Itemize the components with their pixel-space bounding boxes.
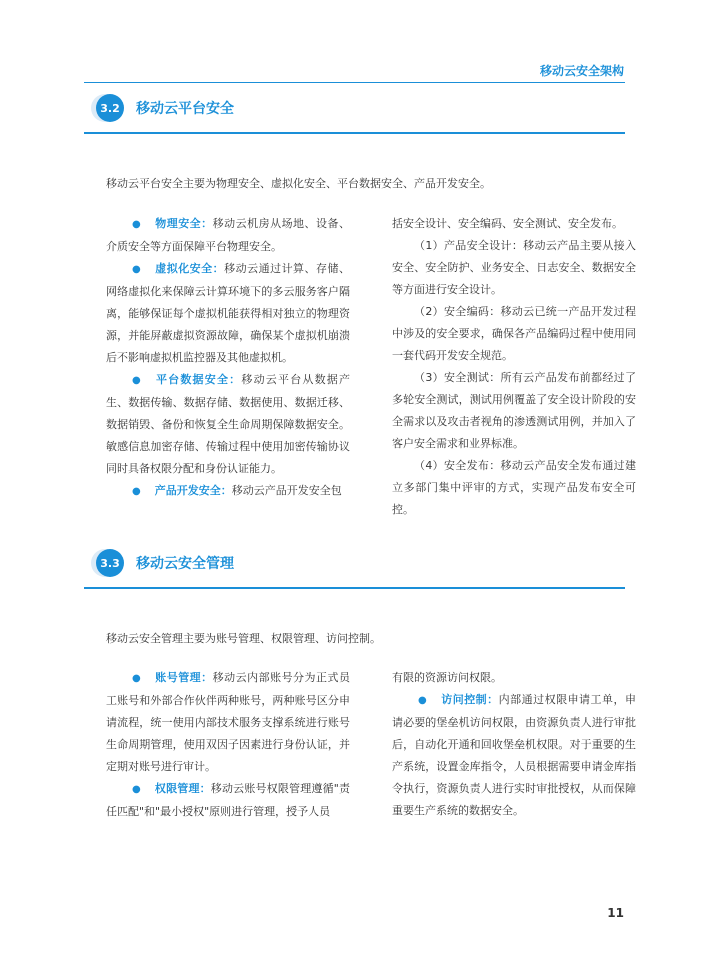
paragraph: （4）安全发布：移动云产品安全发布通过建立多部门集中评审的方式，实现产品发布安全可控。: [392, 459, 636, 516]
bullet-paragraph: [106, 258, 350, 369]
bullet-dot-icon: ●: [132, 375, 142, 386]
bullet-text: 移动云内部账号分为正式员工账号和外部合作伙伴两种账号，两种账号区分申请流程，统一使用内部技术服务支撑系统进行账号生命周期管理，使用双因子因素进行身份认证，并定期对账号进行审计。: [106, 671, 351, 773]
section-title: 移动云安全管理: [136, 556, 234, 572]
paragraph: （1）产品安全设计：移动云产品主要从接入安全、安全防护、业务安全、日志安全、数据安全等方面进行安全设计。: [392, 239, 636, 296]
bullet-dot-icon: ●: [132, 784, 141, 795]
paragraph: 有限的资源访问权限。: [392, 671, 502, 684]
bullet-term: 权限管理：: [154, 782, 211, 795]
section-number-badge: 3.3: [96, 549, 124, 577]
paragraph: （3）安全测试：所有云产品发布前都经过了多轮安全测试，测试用例覆盖了安全设计阶段的安全需求以及攻击者视角的渗透测试用例，并加入了客户安全需求和业界标准。: [392, 371, 636, 450]
left-column-3-3: [106, 667, 350, 823]
bullet-paragraph: [392, 689, 636, 822]
right-column-3-3: [392, 667, 636, 822]
bullet-term: 产品开发安全：: [154, 484, 232, 497]
bullet-dot-icon: ●: [132, 264, 142, 275]
section-heading-3-3: [84, 549, 625, 587]
paragraph: 括安全设计、安全编码、安全测试、安全发布。: [392, 217, 623, 230]
bullet-text: 移动云账号权限管理遵循"责任匹配"和"最小授权"原则进行管理，授予人员: [106, 782, 350, 818]
bullet-paragraph: [106, 480, 350, 503]
bullet-paragraph: [106, 369, 350, 480]
bullet-text: 内部通过权限申请工单，申请必要的堡垒机访问权限，由资源负责人进行审批后，自动化开通和回收堡垒机权限。对于重要的生产系统，设置金库指令，人员根据需要申请金库指令执行，资源负责人进行实时审批授权，从而保障重要生产系统的数据安全。: [392, 693, 637, 817]
section-title: 移动云平台安全: [136, 101, 234, 117]
bullet-term: 访问控制：: [441, 693, 499, 706]
running-header-title: 移动云安全架构: [539, 64, 624, 78]
bullet-text: 移动云产品开发安全包: [231, 484, 342, 497]
bullet-dot-icon: ●: [132, 486, 141, 497]
page-number: 11: [607, 906, 624, 920]
bullet-dot-icon: ●: [418, 695, 428, 706]
bullet-text: 移动云通过计算、存储、网络虚拟化来保障云计算环境下的多云服务客户隔离，能够保证每个虚拟机能获得相对独立的物理资源，并能屏蔽虚拟资源故障，确保某个虚拟机崩溃后不影响虚拟机监控器及其他虚拟机。: [106, 262, 351, 364]
section-divider: [84, 587, 625, 589]
bullet-term: 平台数据安全：: [155, 373, 242, 386]
bullet-paragraph: [106, 213, 350, 258]
bullet-dot-icon: ●: [132, 219, 142, 230]
bullet-text: 移动云平台从数据产生、数据传输、数据存储、数据使用、数据迁移、数据销毁、备份和恢复全生命周期保障数据安全。敏感信息加密存储、传输过程中使用加密传输协议同时具备权限分配和身份认证能力。: [106, 373, 351, 475]
section-divider: [84, 132, 625, 134]
header-divider: [84, 82, 625, 83]
left-column-3-2: [106, 213, 350, 503]
bullet-term: 物理安全：: [155, 217, 213, 230]
section-intro: 移动云安全管理主要为账号管理、权限管理、访问控制。: [106, 632, 381, 645]
section-number-badge: 3.2: [96, 94, 124, 122]
section-intro: 移动云平台安全主要为物理安全、虚拟化安全、平台数据安全、产品开发安全。: [106, 177, 491, 190]
bullet-dot-icon: ●: [132, 673, 142, 684]
bullet-paragraph: [106, 778, 350, 823]
paragraph: （2）安全编码：移动云已统一产品开发过程中涉及的安全要求，确保各产品编码过程中使用同一套代码开发安全规范。: [392, 305, 636, 362]
section-heading-3-2: [84, 94, 625, 132]
bullet-term: 虚拟化安全：: [155, 262, 225, 275]
bullet-text: 移动云机房从场地、设备、介质安全等方面保障平台物理安全。: [106, 217, 351, 253]
bullet-term: 账号管理：: [155, 671, 213, 684]
right-column-3-2: [392, 213, 636, 521]
bullet-paragraph: [106, 667, 350, 778]
